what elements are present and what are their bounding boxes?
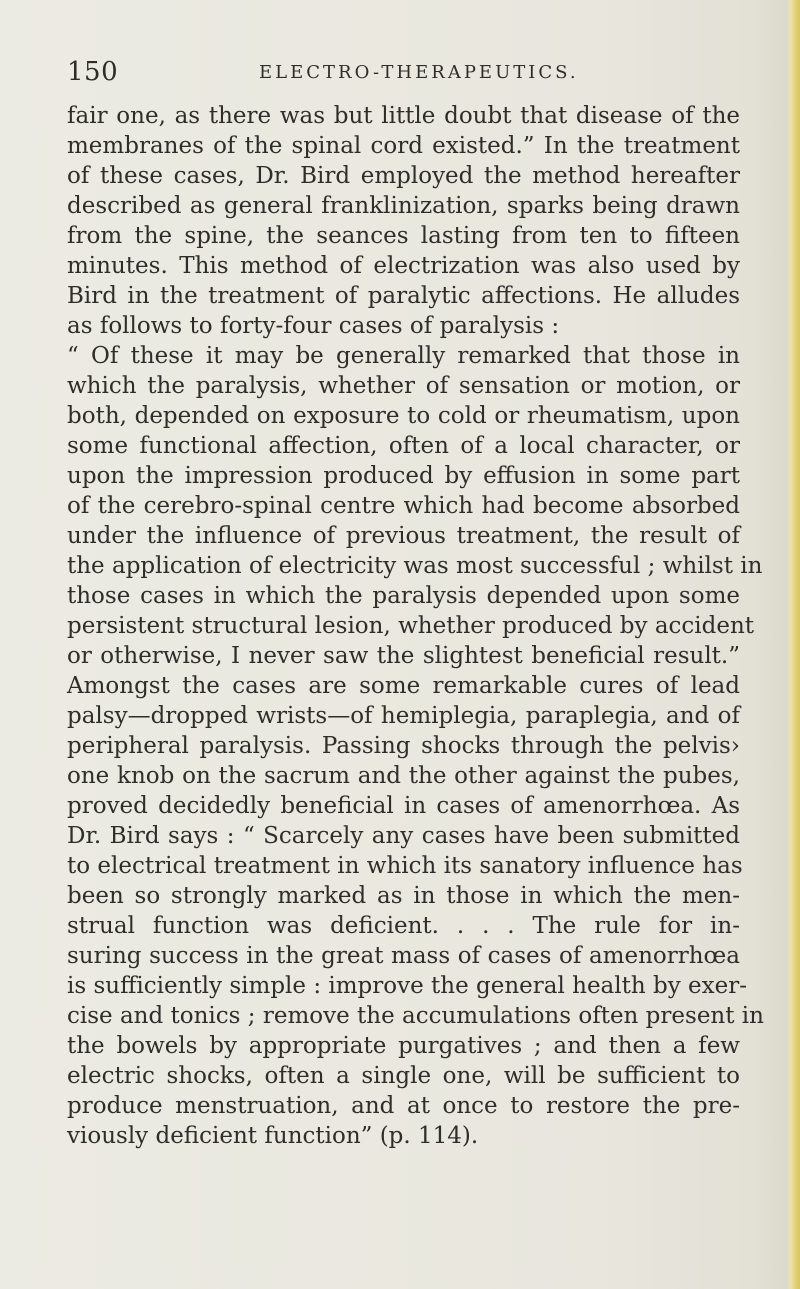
page-header: [67, 56, 747, 88]
text-line: described as general franklinization, sparks being drawn: [67, 193, 740, 219]
page-number: 150: [67, 57, 119, 87]
text-line: suring success in the great mass of cases of amenorrhœa: [67, 943, 740, 969]
text-line: the bowels by appropriate purgatives ; and then a few: [67, 1033, 740, 1059]
text-line: peripheral paralysis. Passing shocks through the pelvis›: [67, 733, 740, 759]
text-line: one knob on the sacrum and the other against the pubes,: [67, 763, 740, 789]
text-line: under the influence of previous treatment, the result of: [67, 523, 740, 549]
text-line: proved decidedly beneficial in cases of amenorrhœa. As: [67, 793, 740, 819]
body-text: [67, 101, 764, 1151]
text-line: cise and tonics ; remove the accumulations often present in: [67, 1003, 764, 1029]
text-line: membranes of the spinal cord existed.” In the treatment: [67, 133, 740, 159]
text-line: Amongst the cases are some remarkable cures of lead: [67, 673, 740, 699]
text-line: is sufficiently simple : improve the general health by exer-: [67, 973, 747, 999]
text-line: been so strongly marked as in those in which the men-: [67, 883, 740, 909]
text-line: which the paralysis, whether of sensation or motion, or: [67, 373, 740, 399]
text-line: strual function was deficient. . . . The rule for in-: [67, 913, 740, 939]
text-line: to electrical treatment in which its sanatory influence has: [67, 853, 743, 879]
text-line: persistent structural lesion, whether produced by accident: [67, 613, 755, 639]
text-line: or otherwise, I never saw the slightest beneficial result.”: [67, 643, 740, 669]
text-line: Dr. Bird says : “ Scarcely any cases have been submitted: [67, 823, 740, 849]
text-line: electric shocks, often a single one, will be sufficient to: [67, 1063, 740, 1089]
text-line: some functional affection, often of a local character, or: [67, 433, 740, 459]
text-line: fair one, as there was but little doubt that disease of the: [67, 103, 740, 129]
text-line: as follows to forty-four cases of paralysis :: [67, 313, 560, 339]
text-line: of the cerebro-spinal centre which had become absorbed: [67, 493, 740, 519]
text-line: minutes. This method of electrization was also used by: [67, 253, 740, 279]
text-line: from the spine, the seances lasting from ten to fifteen: [67, 223, 740, 249]
running-title: ELECTRO-THERAPEUTICS.: [259, 62, 579, 83]
page-edge: [786, 0, 800, 1289]
text-line: palsy—dropped wrists—of hemiplegia, paraplegia, and of: [67, 703, 740, 729]
text-line: both, depended on exposure to cold or rheumatism, upon: [67, 403, 740, 429]
text-line: the application of electricity was most successful ; whilst in: [67, 553, 763, 579]
text-line: “ Of these it may be generally remarked that those in: [67, 343, 740, 369]
text-line: upon the impression produced by effusion in some part: [67, 463, 740, 489]
text-line: viously deficient function” (p. 114).: [67, 1123, 479, 1149]
text-line: Bird in the treatment of paralytic affections. He alludes: [67, 283, 740, 309]
text-line: of these cases, Dr. Bird employed the method hereafter: [67, 163, 740, 189]
text-line: those cases in which the paralysis depended upon some: [67, 583, 740, 609]
text-line: produce menstruation, and at once to restore the pre-: [67, 1093, 740, 1119]
